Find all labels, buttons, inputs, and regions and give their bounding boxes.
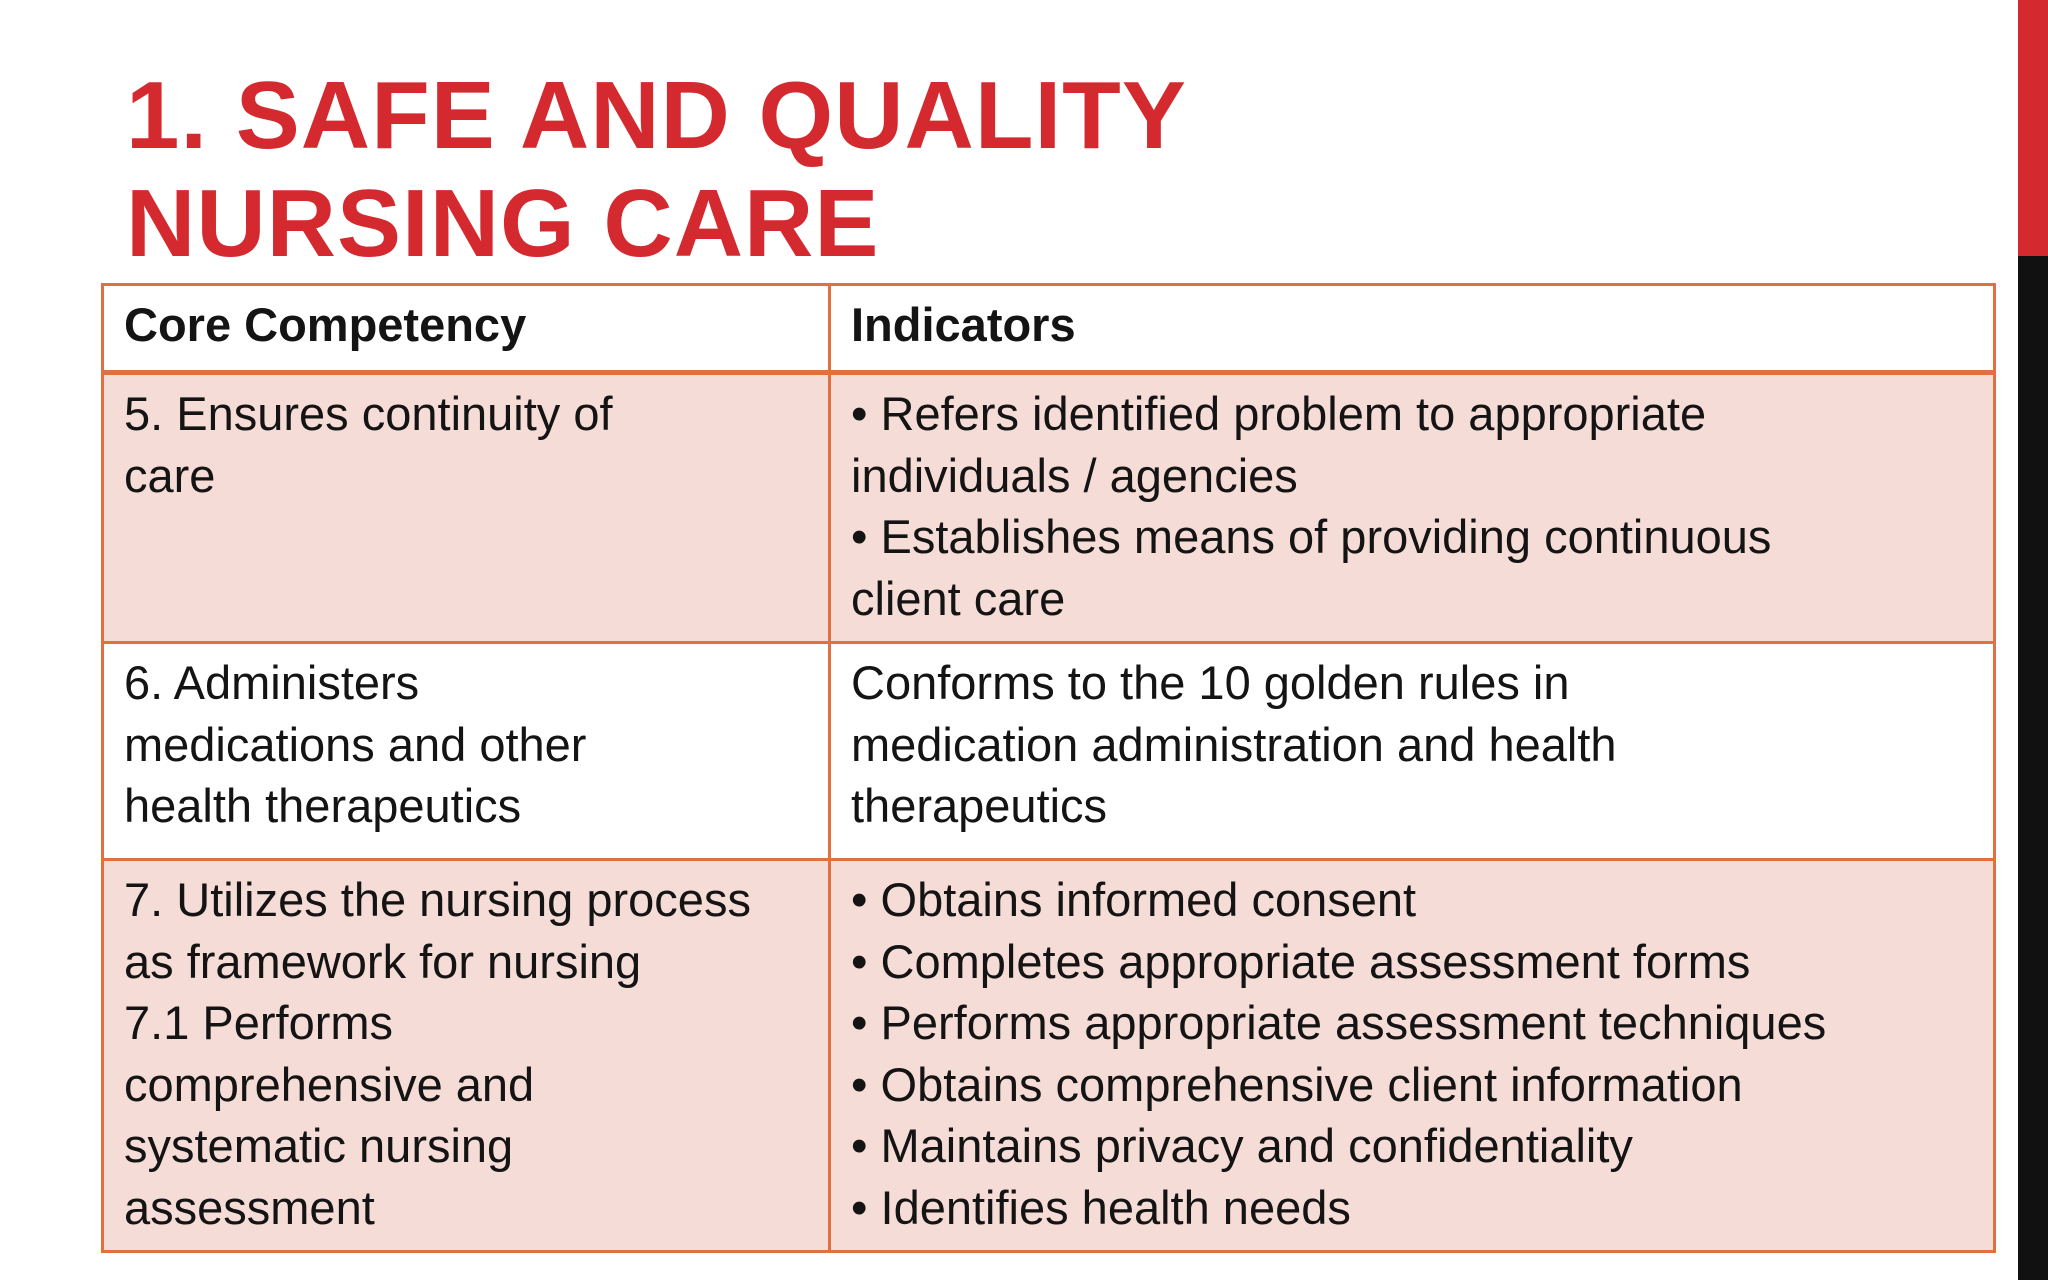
cell-line: Conforms to the 10 golden rules in xyxy=(851,656,1570,709)
cell-line: client care xyxy=(851,571,1066,625)
competency-cell xyxy=(103,643,830,860)
indicators-cell xyxy=(830,643,1995,860)
header-indicators: Indicators xyxy=(830,285,1995,373)
indicators-cell xyxy=(830,860,1995,1252)
cell-line: 7. Utilizes the nursing process xyxy=(124,873,751,926)
table-row xyxy=(103,860,1995,1252)
title-line-2: NURSING CARE xyxy=(126,170,880,277)
competency-cell xyxy=(103,860,830,1252)
header-core-competency: Core Competency xyxy=(103,285,830,373)
cell-line: • Identifies health needs xyxy=(851,1180,1351,1234)
cell-line: therapeutics xyxy=(851,779,1108,832)
competency-table xyxy=(101,283,1996,1253)
accent-bar-black xyxy=(2018,256,2048,1280)
indicators-cell xyxy=(830,373,1995,643)
cell-line: comprehensive and xyxy=(124,1057,535,1111)
title-line-1: 1. SAFE AND QUALITY xyxy=(126,62,1187,169)
cell-line: medication administration and health xyxy=(851,717,1617,771)
cell-line: • Maintains privacy and confidentiality xyxy=(851,1119,1633,1172)
cell-line: • Completes appropriate assessment forms xyxy=(851,934,1751,988)
cell-line: 5. Ensures continuity of xyxy=(124,387,613,440)
table-row xyxy=(103,373,1995,643)
cell-line: 7.1 Performs xyxy=(124,996,394,1049)
cell-line: • Refers identified problem to appropriate xyxy=(851,387,1707,440)
cell-line: systematic nursing xyxy=(124,1119,514,1172)
cell-line: as framework for nursing xyxy=(124,934,642,988)
page-title xyxy=(126,62,1187,278)
cell-line: health therapeutics xyxy=(124,779,522,832)
cell-line: • Performs appropriate assessment techniques xyxy=(851,996,1827,1049)
cell-line: • Establishes means of providing continuous xyxy=(851,510,1772,563)
cell-line: medications and other xyxy=(124,717,587,771)
competency-cell xyxy=(103,373,830,643)
table-row xyxy=(103,643,1995,860)
cell-line: • Obtains comprehensive client information xyxy=(851,1057,1743,1111)
table-header-row xyxy=(103,285,1995,373)
cell-line: care xyxy=(124,448,216,502)
cell-line: assessment xyxy=(124,1180,375,1234)
accent-bar-red xyxy=(2018,0,2048,256)
cell-line: • Obtains informed consent xyxy=(851,873,1417,926)
cell-line: 6. Administers xyxy=(124,656,420,709)
cell-line: individuals / agencies xyxy=(851,448,1298,502)
